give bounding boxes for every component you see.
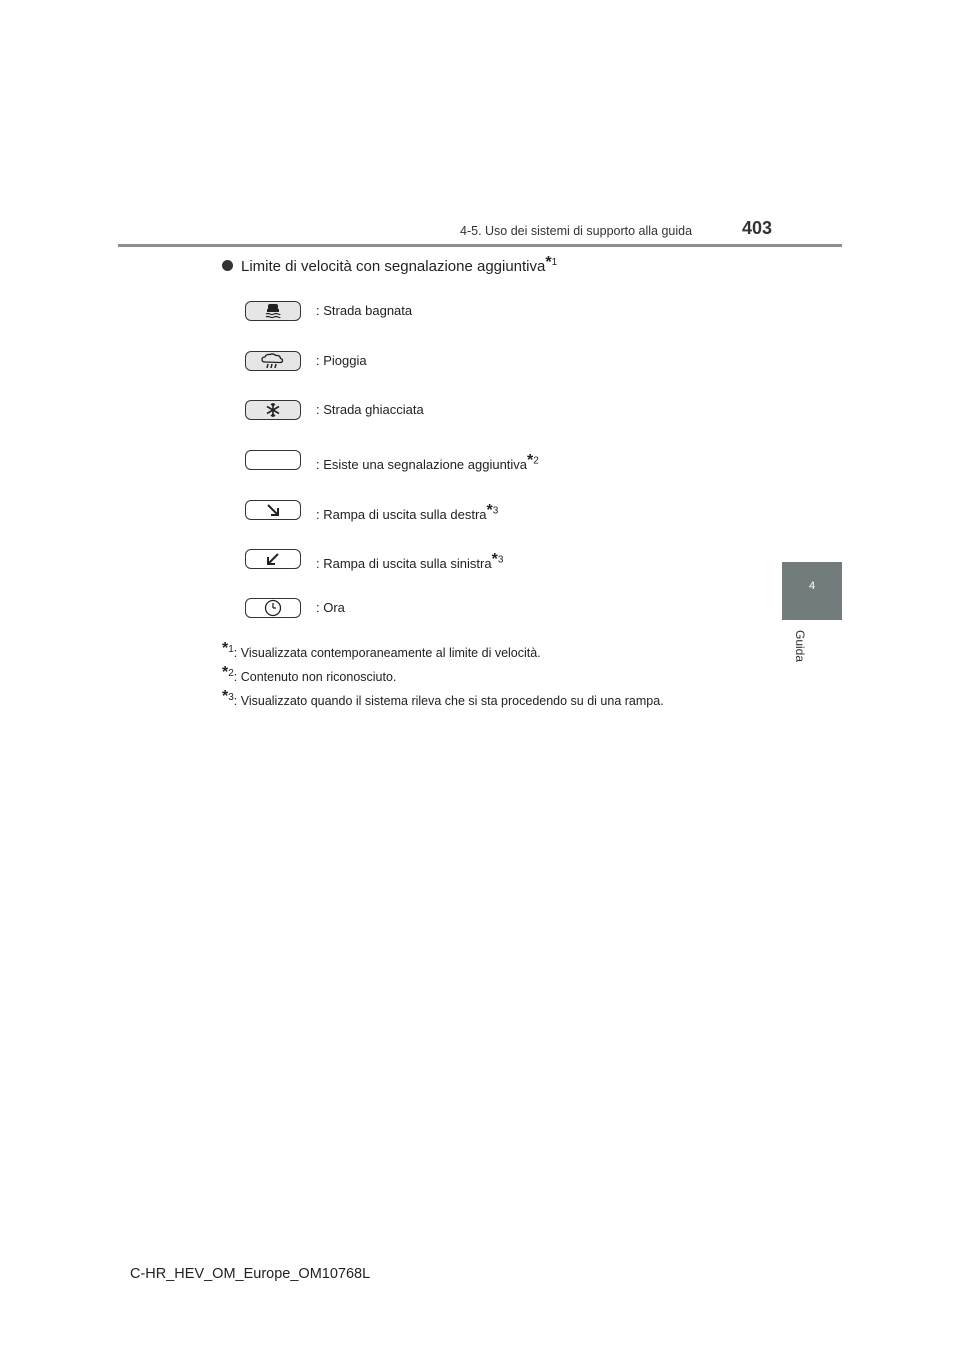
item-text: : Rampa di uscita sulla sinistra*$^3$ (316, 551, 504, 571)
heading-text: Limite di velocità con segnalazione aggiuntiva (241, 258, 546, 275)
footnote: *$^1$: Visualizzata contemporaneamente al limite di velocità. (222, 640, 541, 660)
arrow-down-left-icon (245, 549, 301, 569)
asterisk-icon: * (491, 551, 498, 568)
asterisk-icon: * (222, 640, 229, 657)
item-text: : Ora (316, 600, 345, 615)
asterisk-icon: * (527, 452, 534, 469)
asterisk-icon: * (222, 688, 229, 705)
snowflake-icon (245, 400, 301, 420)
asterisk-icon: * (486, 502, 493, 519)
item-text: : Strada bagnata (316, 303, 413, 318)
asterisk-icon: * (545, 254, 552, 271)
asterisk-icon: * (222, 664, 229, 681)
footnote: *$^3$: Visualizzato quando il sistema rileva che si sta procedendo su di una rampa. (222, 688, 664, 708)
item-text: : Strada ghiacciata (316, 402, 424, 417)
arrow-down-right-icon (245, 500, 301, 520)
footnote: *$^2$: Contenuto non riconosciuto. (222, 664, 397, 684)
bullet-icon (222, 260, 233, 271)
wet-road-icon (245, 301, 301, 321)
clock-icon (245, 598, 301, 618)
item-text: : Pioggia (316, 353, 367, 368)
chapter-number: 4 (808, 580, 816, 592)
header-divider (118, 244, 842, 247)
page-number: 403 (742, 218, 773, 238)
section-title: 4-5. Uso dei sistemi di supporto alla guida (460, 224, 693, 238)
heading-footnote-ref: 1 (551, 257, 558, 268)
chapter-tab (782, 562, 842, 620)
document-code: C-HR_HEV_OM_Europe_OM10768L (130, 1266, 371, 1282)
blank-sign-icon (245, 450, 301, 470)
item-text: : Rampa di uscita sulla destra*$^3$ (316, 502, 499, 522)
chapter-label: Guida (793, 630, 807, 663)
item-text: : Esiste una segnalazione aggiuntiva*$^2$ (316, 452, 539, 472)
section-heading (222, 254, 557, 275)
rain-icon (245, 351, 301, 371)
